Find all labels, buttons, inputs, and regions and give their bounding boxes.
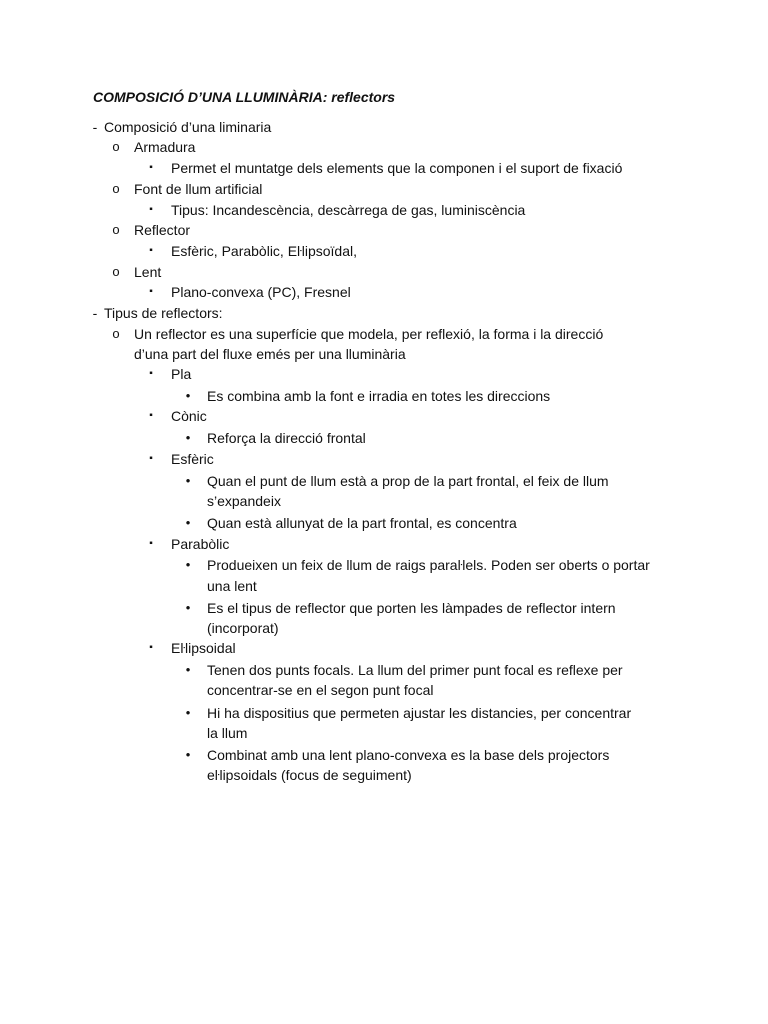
list-item: Tenen dos punts focals. La llum del primer punt focal es reflexe per [207,662,623,678]
list-item: eŀlipsoidals (focus de seguiment) [207,767,412,783]
square-marker: ▪ [149,368,153,379]
list-item: Hi ha dispositius que permeten ajustar les distancies, per concentrar [207,705,632,721]
list-item: Tipus: Incandescència, descàrrega de gas, luminiscència [171,202,526,218]
list-item: Plano-convexa (PC), Fresnel [171,284,351,300]
list-item: Reflector [134,222,191,238]
list-item: Pla [171,366,192,382]
circle-marker: o [112,139,120,154]
square-marker: ▪ [149,286,153,297]
bullet-marker: • [185,473,191,488]
circle-marker: o [112,264,120,279]
list-item: Es el tipus de reflector que porten les làmpades de reflector intern [207,600,616,616]
list-item: Produeixen un feix de llum de raigs paraŀlels. Poden ser oberts o portar [207,557,650,573]
list-item: Font de llum artificial [134,181,263,197]
circle-marker: o [112,222,120,237]
list-item: Es combina amb la font e irradia en totes les direccions [207,388,551,404]
circle-marker: o [112,181,120,196]
list-item: s’expandeix [207,493,281,509]
list-item: Reforça la direcció frontal [207,430,366,446]
dash-marker: - [92,305,98,321]
bullet-marker: • [185,600,191,615]
circle-marker: o [112,326,120,341]
list-item: d’una part del fluxe emés per una lluminària [134,346,406,362]
bullet-marker: • [185,662,191,677]
list-item: concentrar-se en el segon punt focal [207,682,434,698]
list-item: la llum [207,725,248,741]
square-marker: ▪ [149,162,153,173]
list-item: Esfèric, Parabòlic, Eŀlipsoïdal, [171,243,357,259]
list-item: Lent [134,264,162,280]
list-item: Permet el muntatge dels elements que la componen i el suport de fixació [171,160,623,176]
list-item: Armadura [134,139,196,155]
bullet-marker: • [185,705,191,720]
square-marker: ▪ [149,538,153,549]
list-item: Tipus de reflectors: [104,305,223,321]
document-title: COMPOSICIÓ D’UNA LLUMINÀRIA: reflectors [93,89,396,105]
bullet-marker: • [185,747,191,762]
list-item: Cònic [171,408,207,424]
list-item: Composició d’una liminaria [104,119,272,135]
list-item: Un reflector es una superfície que modela, per reflexió, la forma i la direcció [134,326,604,342]
dash-marker: - [92,119,98,135]
bullet-marker: • [185,430,191,445]
square-marker: ▪ [149,453,153,464]
square-marker: ▪ [149,245,153,256]
list-item: Esfèric [171,451,214,467]
bullet-marker: • [185,388,191,403]
list-item: Combinat amb una lent plano-convexa es la base dels projectors [207,747,610,763]
square-marker: ▪ [149,204,153,215]
bullet-marker: • [185,557,191,572]
list-item: Quan està allunyat de la part frontal, es concentra [207,515,517,531]
bullet-marker: • [185,515,191,530]
square-marker: ▪ [149,642,153,653]
square-marker: ▪ [149,410,153,421]
list-item: Parabòlic [171,536,230,552]
list-item: (incorporat) [207,620,279,636]
list-item: una lent [207,578,257,594]
list-item: Quan el punt de llum està a prop de la part frontal, el feix de llum [207,473,609,489]
list-item: Eŀlipsoidal [171,640,236,656]
